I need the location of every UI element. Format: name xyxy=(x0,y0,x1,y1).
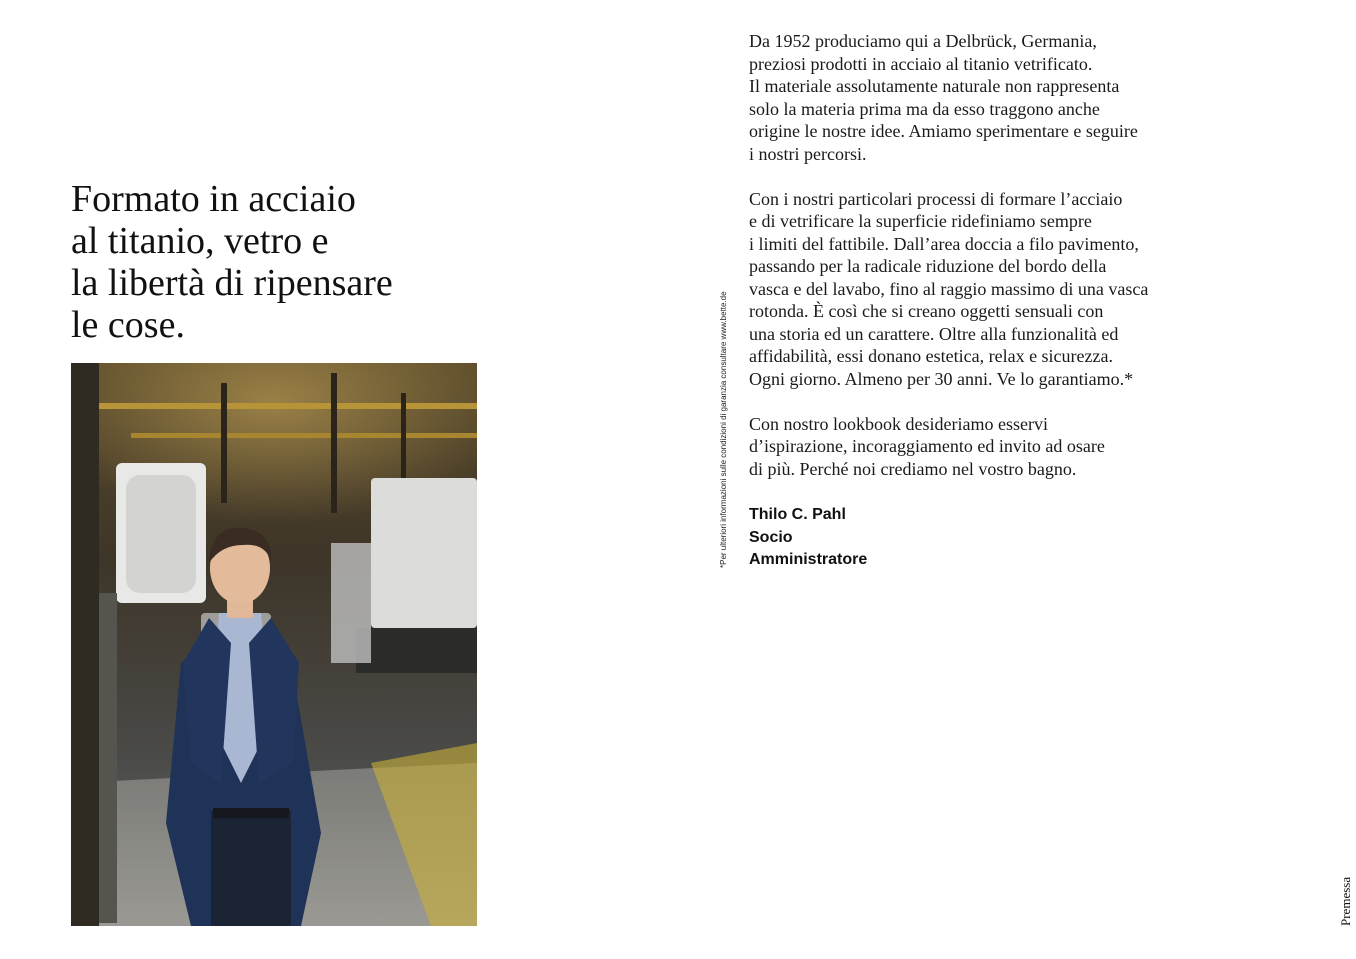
text-line: Con nostro lookbook desideriamo esservi xyxy=(749,413,1048,434)
headline-line: al titanio, vetro e xyxy=(71,220,329,262)
paragraph xyxy=(749,30,1219,165)
text-line: preziosi prodotti in acciaio al titanio vetrificato. xyxy=(749,53,1093,74)
signature-role: Amministratore xyxy=(749,551,868,568)
signature xyxy=(749,504,867,572)
intro-text xyxy=(749,30,1219,503)
paragraph xyxy=(749,413,1219,481)
text-line: passando per la radicale riduzione del bordo della xyxy=(749,256,1107,276)
text-line: vasca e del lavabo, fino al raggio massimo di una vasca xyxy=(749,278,1149,299)
paragraph xyxy=(749,188,1219,391)
headline xyxy=(71,178,491,346)
text-line: d’ispirazione, incoraggiamento ed invito ad osare xyxy=(749,436,1105,456)
text-line: affidabilità, essi donano estetica, relax e sicurezza. xyxy=(749,346,1113,366)
portrait-photo xyxy=(71,363,477,926)
section-label: Premessa xyxy=(1338,876,1353,926)
text-line: origine le nostre idee. Amiamo sperimentare e seguire xyxy=(749,121,1138,141)
headline-line: la libertà di ripensare xyxy=(71,262,393,304)
signature-name: Thilo C. Pahl xyxy=(749,506,846,523)
text-line: Da 1952 produciamo qui a Delbrück, Germania, xyxy=(749,31,1097,51)
text-line: i limiti del fattibile. Dall’area doccia a filo pavimento, xyxy=(749,233,1139,254)
text-line: una storia ed un carattere. Oltre alla funzionalità ed xyxy=(749,323,1119,344)
text-line: e di vetrificare la superficie ridefiniamo sempre xyxy=(749,211,1092,231)
text-line: di più. Perché noi crediamo nel vostro bagno. xyxy=(749,458,1077,479)
text-line: i nostri percorsi. xyxy=(749,143,867,164)
text-line: solo la materia prima ma da esso traggono anche xyxy=(749,98,1100,119)
headline-line: Formato in acciaio xyxy=(71,178,356,220)
warranty-footnote: *Per ulteriori informazioni sulle condizioni di garanzia consultare www.bette.de xyxy=(719,291,728,568)
text-line: rotonda. È così che si creano oggetti sensuali con xyxy=(749,301,1104,321)
signature-role: Socio xyxy=(749,528,793,546)
text-line: Con i nostri particolari processi di formare l’acciaio xyxy=(749,188,1123,209)
text-line: Ogni giorno. Almeno per 30 anni. Ve lo garantiamo.* xyxy=(749,368,1134,389)
text-line: Il materiale assolutamente naturale non rappresenta xyxy=(749,76,1120,96)
headline-line: le cose. xyxy=(71,304,185,346)
